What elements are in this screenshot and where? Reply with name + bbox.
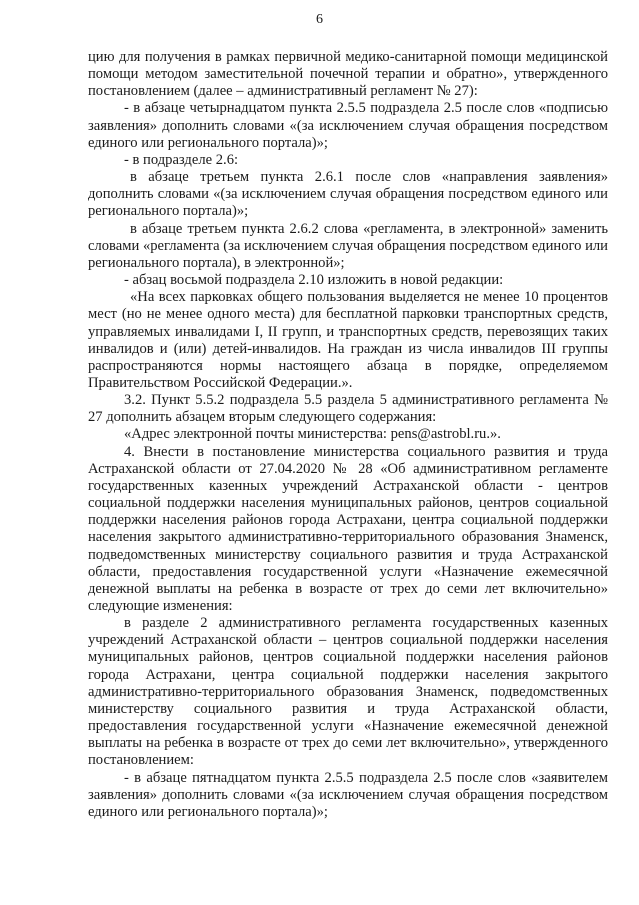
paragraph-item-4: 4. Внести в постановление министерства социального развития и труда Астраханской области от 27.04.2020 № 28 «Об административном регламенте государственных казенных учреждений Астраханской области - центров социальной поддержки населения муниципальных районов, центров социальной поддержки населения районов города Астрахани, центра социальной поддержки населения закрытого административно-территориального образования Знаменск, подведомственных министерству социального развития и труда Астраханской области, предоставления государственной услуги «Назначение ежемесячной денежной выплаты на ребенка в возрасте от трех до семи лет включительно» следующие изменения: [88, 443, 608, 614]
paragraph-section-2: в разделе 2 административного регламента государственных казенных учреждений Астраханской области – центров социальной поддержки населения муниципальных районов, центров социальной поддержки населения районов города Астрахани, центра социальной поддержки населения закрытого административно-территориального образования Знаменск, подведомственных министерству социального развития и труда Астраханской области, предоставления государственной услуги «Назначение ежемесячной денежной выплаты на ребенка в возрасте от трех до семи лет включительно», утвержденного постановлением: [88, 615, 608, 769]
paragraph-amendment-2-6-2: в абзаце третьем пункта 2.6.2 слова «регламента, в электронной» заменить словами «регламента (за исключением случая обращения посредством единого или регионального портала), в электронной»; [88, 220, 608, 271]
page-number: 6 [316, 12, 323, 27]
paragraph-parking-quote: «На всех парковках общего пользования выделяется не менее 10 процентов мест (но не менее одного места) для бесплатной парковки транспортных средств, управляемых инвалидами I, II групп, и транспортных средств, перевозящих таких инвалидов и (или) детей-инвалидов. На граждан из числа инвалидов III группы распространяются нормы настоящего абзаца в порядке, определяемом Правительством Российской Федерации.». [88, 289, 608, 391]
paragraph-amendment-2-5-5-fifteenth: - в абзаце пятнадцатом пункта 2.5.5 подраздела 2.5 после слов «заявителем заявления» дополнить словами «(за исключением случая обращения посредством единого или регионального портала)»; [88, 769, 608, 820]
paragraph-item-3-2: 3.2. Пункт 5.5.2 подраздела 5.5 раздела 5 административного регламента № 27 дополнить абзацем вторым следующего содержания: [88, 392, 608, 426]
paragraph-amendment-2-5-5: - в абзаце четырнадцатом пункта 2.5.5 подраздела 2.5 после слов «подписью заявления» дополнить словами «(за исключением случая обращения посредством единого или регионального портала)»; [88, 100, 608, 151]
paragraph-subsection-2-10: - абзац восьмой подраздела 2.10 изложить в новой редакции: [124, 272, 504, 289]
paragraph-amendment-2-6-1: в абзаце третьем пункта 2.6.1 после слов «направления заявления» дополнить словами «(за исключением случая обращения посредством единого или регионального портала)»; [88, 169, 608, 220]
document-body [88, 49, 608, 821]
paragraph-subsection-2-6: - в подразделе 2.6: [124, 151, 239, 168]
paragraph-email-address: «Адрес электронной почты министерства: pens@astrobl.ru.». [124, 426, 501, 443]
paragraph-continuation: цию для получения в рамках первичной медико-санитарной помощи медицинской помощи методом заместительной почечной терапии и обратно», утвержденного постановлением (далее – административный регламент № 27): [88, 49, 608, 100]
